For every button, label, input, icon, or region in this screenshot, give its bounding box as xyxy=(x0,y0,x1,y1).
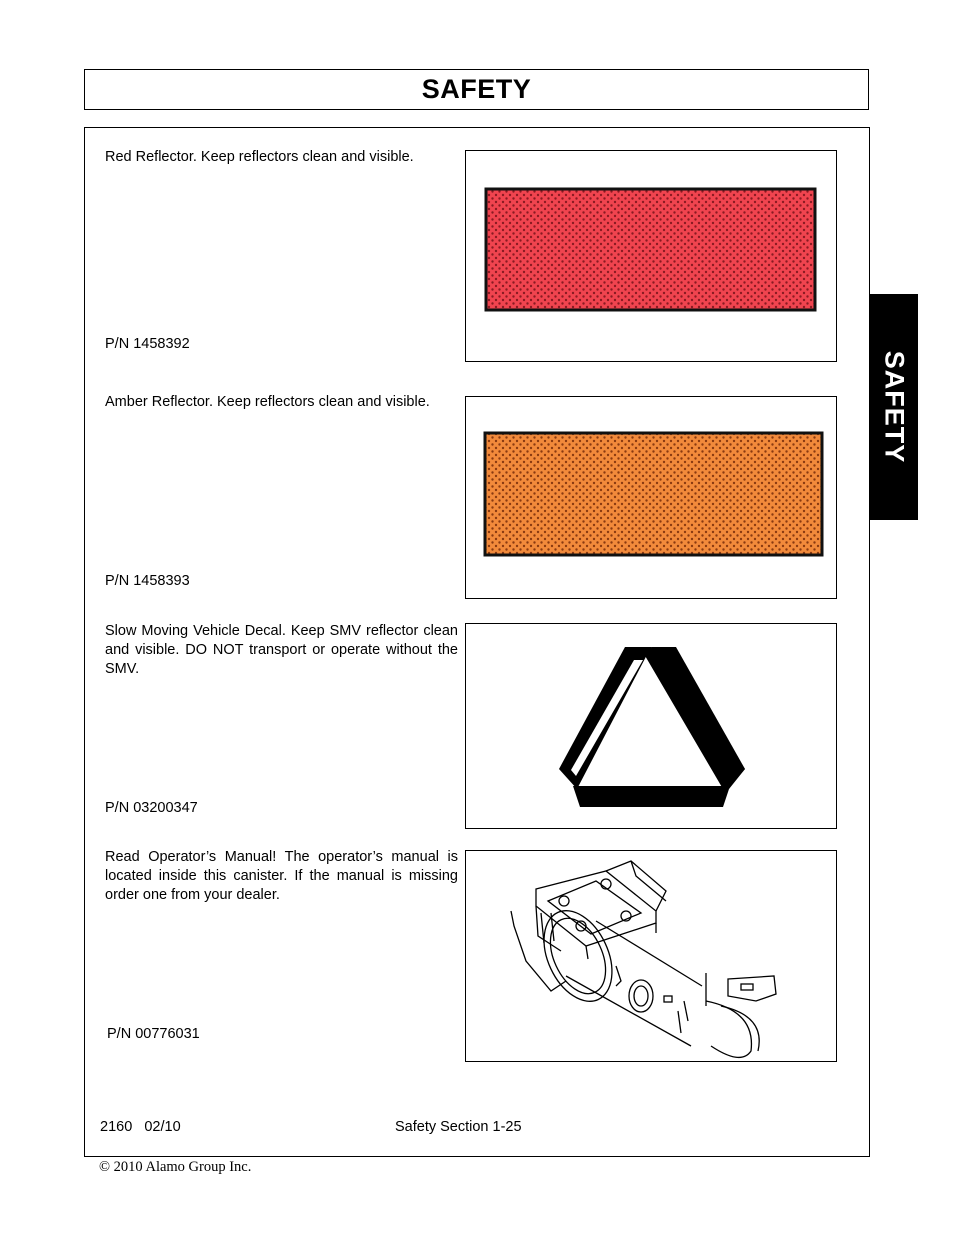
amber-reflector-part-number: P/N 1458393 xyxy=(105,573,190,589)
smv-part-number: P/N 03200347 xyxy=(105,800,198,816)
smv-description: Slow Moving Vehicle Decal. Keep SMV reflector clean and visible. DO NOT transport or operate without the SMV. xyxy=(105,623,458,677)
manual-canister-icon xyxy=(466,851,836,1061)
copyright: © 2010 Alamo Group Inc. xyxy=(99,1159,252,1175)
manual-canister-image xyxy=(465,850,837,1062)
smv-triangle-icon xyxy=(466,624,836,828)
red-reflector-icon xyxy=(466,151,836,361)
footer-model-date: 2160 02/10 xyxy=(100,1119,181,1135)
section-tab-label: SAFETY xyxy=(879,350,909,464)
section-tab xyxy=(869,294,918,520)
red-reflector-image xyxy=(465,150,837,362)
amber-reflector-icon xyxy=(466,397,836,598)
amber-reflector-image xyxy=(465,396,837,599)
footer-section: Safety Section 1-25 xyxy=(395,1119,522,1135)
red-reflector-part-number: P/N 1458392 xyxy=(105,336,190,352)
smv-image xyxy=(465,623,837,829)
amber-reflector-description: Amber Reflector. Keep reflectors clean and visible. xyxy=(105,394,430,410)
page-title: SAFETY xyxy=(421,74,532,104)
red-reflector-description: Red Reflector. Keep reflectors clean and visible. xyxy=(105,149,414,165)
title-box xyxy=(84,69,869,110)
manual-canister-description: Read Operator’s Manual! The operator’s manual is located inside this canister. If the manual is missing order one from your dealer. xyxy=(105,849,458,903)
manual-canister-part-number: P/N 00776031 xyxy=(107,1026,200,1042)
